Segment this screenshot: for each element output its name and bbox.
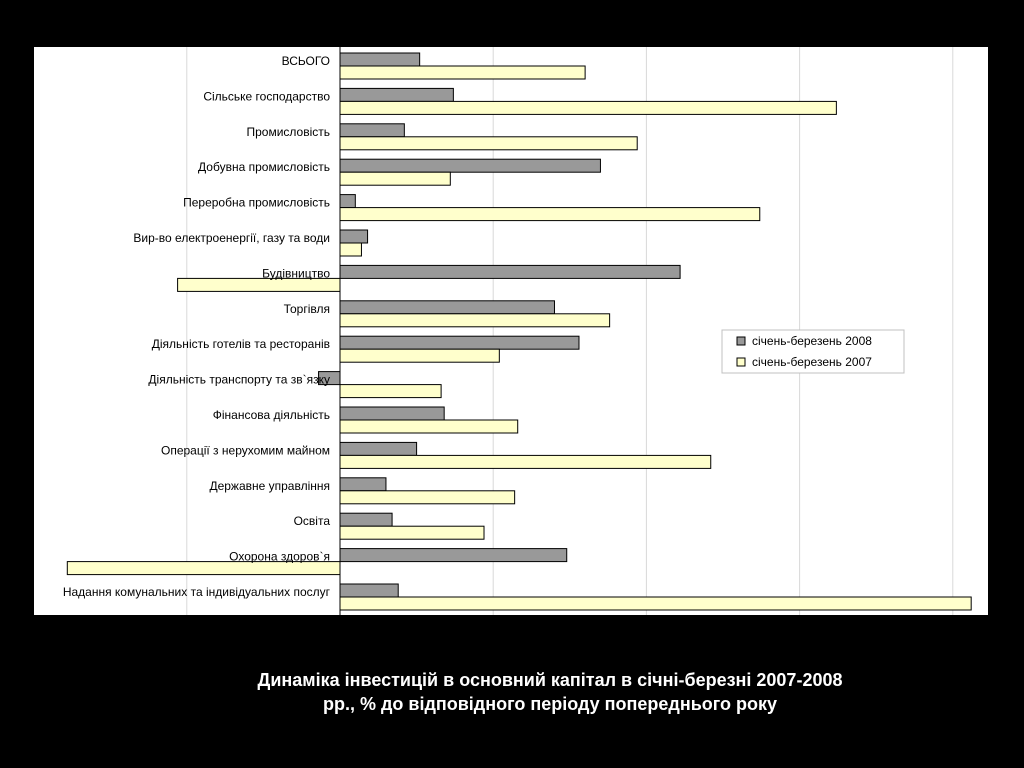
category-label: Торгівля [283, 301, 330, 316]
category-label: Надання комунальних та індивідуальних послуг [62, 585, 330, 599]
bar-2008 [340, 407, 444, 420]
bar-2007 [340, 66, 585, 79]
category-label: Переробна промисловість [183, 195, 330, 210]
bar-2007 [340, 137, 637, 150]
category-label: ВСЬОГО [281, 54, 330, 68]
bar-2007 [340, 243, 361, 256]
bar-2007 [340, 597, 971, 610]
category-label: Сільське господарство [203, 89, 330, 104]
legend-label-2008: січень-березень 2008 [752, 334, 872, 348]
bar-2007 [340, 208, 760, 221]
bar-2008 [340, 336, 579, 349]
legend [722, 330, 904, 373]
category-label: Будівництво [262, 266, 330, 281]
caption-line-1: Динаміка інвестицій в основний капітал в січні-березні 2007-2008 [257, 670, 843, 690]
chart-panel [34, 47, 988, 615]
bar-2008 [340, 301, 554, 314]
bar-2008 [340, 88, 453, 101]
bar-2007 [340, 101, 836, 114]
bar-2008 [340, 549, 567, 562]
bar-2007 [340, 455, 711, 468]
category-label: Фінансова діяльність [212, 408, 330, 422]
category-label: Діяльність готелів та ресторанів [151, 337, 330, 352]
bar-2008 [340, 513, 392, 526]
bar-2008 [340, 230, 368, 243]
category-label: Промисловість [246, 124, 330, 139]
bar-2007 [340, 349, 499, 362]
bar-2007 [340, 314, 610, 327]
bar-2008 [340, 195, 355, 208]
category-label: Діяльність транспорту та зв`язку [148, 372, 330, 387]
bar-2008 [340, 478, 386, 491]
bar-2007 [340, 526, 484, 539]
legend-swatch-2007 [737, 358, 745, 366]
category-label: Освіта [293, 514, 330, 529]
legend-label-2007: січень-березень 2007 [752, 355, 872, 369]
category-label: Охорона здоров`я [229, 549, 330, 564]
bar-2008 [340, 124, 404, 137]
chart-caption [140, 668, 960, 716]
bar-2008 [340, 265, 680, 278]
bar-2007 [340, 420, 518, 433]
category-label: Державне управління [209, 478, 330, 493]
bar-2008 [340, 159, 600, 172]
category-label: Вир-во електроенергії, газу та води [133, 231, 330, 245]
caption-line-2: рр., % до відповідного періоду попереднього року [322, 694, 778, 714]
bar-2007 [340, 491, 515, 504]
bar-2007 [340, 172, 450, 185]
bar-2007 [340, 385, 441, 398]
bar-2008 [340, 53, 420, 66]
bar-2008 [340, 442, 417, 455]
legend-swatch-2008 [737, 337, 745, 345]
bar-2008 [340, 584, 398, 597]
category-labels [63, 54, 331, 599]
bar-chart [34, 47, 988, 615]
category-label: Добувна промисловість [198, 160, 330, 175]
category-label: Операції з нерухомим майном [161, 443, 330, 458]
